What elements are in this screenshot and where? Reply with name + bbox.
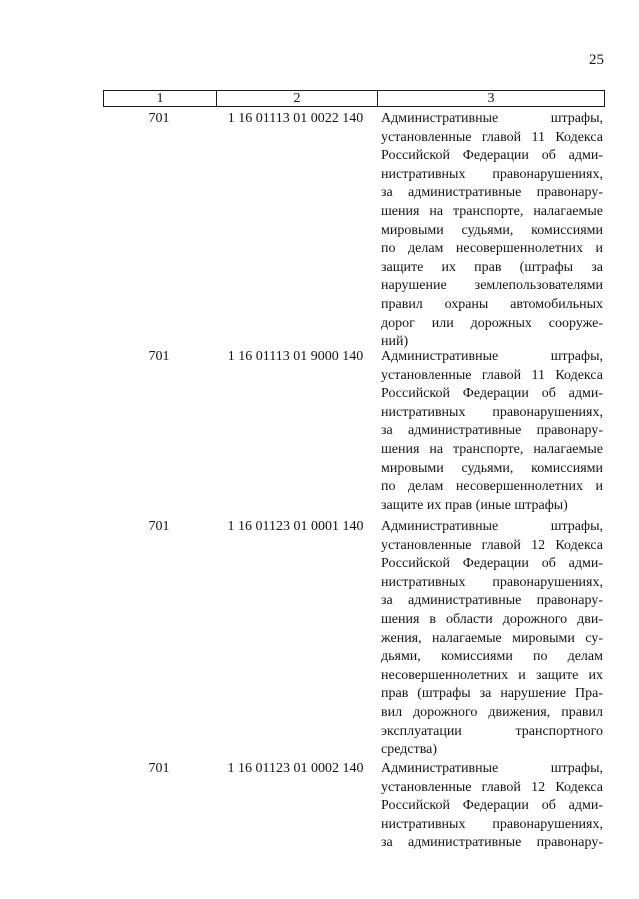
description-line: правил охраны автомобильных [381,296,603,312]
description-line: установленные главой 12 Кодекса [381,779,603,795]
description-line: установленные главой 11 Кодекса [381,367,603,383]
description-line: ний) [381,334,409,350]
description-line: Административные штрафы, [381,761,603,776]
description-line: дьями, комиссиями по делам [381,649,603,665]
admin-code-cell: 701 [148,761,170,776]
description-line: по делам несовершеннолетних и [381,241,603,257]
description-cell [381,348,603,515]
admin-code-cell: 701 [148,111,170,126]
admin-code-cell: 701 [148,519,170,534]
budget-code-cell: 1 16 01113 01 9000 140 [227,349,364,364]
description-line: дорог или дорожных сооруже- [381,315,603,331]
description-line: жения, налагаемые мировыми су- [381,630,603,646]
description-cell [381,518,603,760]
description-line: установленные главой 12 Кодекса [381,537,603,553]
description-line: несовершеннолетних и защите их [381,667,603,683]
description-cell [381,760,603,853]
description-line: вил дорожного движения, правил [381,704,603,720]
description-cell [381,110,603,352]
description-line: Административные штрафы, [381,111,603,126]
description-line: Административные штрафы, [381,349,603,364]
description-line: за административные правонару- [381,423,603,439]
description-line: Российской Федерации об адми- [381,556,603,572]
description-line: за административные правонару- [381,593,603,609]
description-line: Российской Федерации об адми- [381,148,603,164]
description-line: защите их прав (штрафы за [381,259,603,275]
description-line: шения на транспорте, налагаемые [381,441,603,457]
column-header-row [103,90,605,107]
page-number: 25 [589,52,604,68]
description-line: нарушение землепользователями [381,278,603,294]
description-line: шения на транспорте, налагаемые [381,203,603,219]
description-line: установленные главой 11 Кодекса [381,129,603,145]
description-line: прав (штрафы за нарушение Пра- [381,686,603,702]
description-line: мировыми судьями, комиссиями [381,222,603,238]
column-header-1: 1 [156,91,164,106]
description-line: шения в области дорожного дви- [381,611,603,627]
description-line: эксплуатации транспортного [381,723,603,739]
description-line: Российской Федерации об адми- [381,798,603,814]
description-line: нистративных правонарушениях, [381,574,603,590]
column-header-3: 3 [377,91,604,106]
admin-code-cell: 701 [148,349,170,364]
description-line: мировыми судьями, комиссиями [381,460,603,476]
budget-code-cell: 1 16 01123 01 0001 140 [227,519,364,534]
column-header-2: 2 [216,91,377,106]
description-line: нистративных правонарушениях, [381,166,603,182]
description-line: средства) [381,742,437,758]
description-line: защите их прав (иные штрафы) [381,497,568,513]
description-line: Административные штрафы, [381,519,603,534]
description-line: нистративных правонарушениях, [381,816,603,832]
budget-code-cell: 1 16 01113 01 0022 140 [227,111,364,126]
description-line: по делам несовершеннолетних и [381,479,603,495]
description-line: за административные правонару- [381,835,603,851]
description-line: Российской Федерации об адми- [381,386,603,402]
description-line: за административные правонару- [381,185,603,201]
budget-code-cell: 1 16 01123 01 0002 140 [227,761,364,776]
description-line: нистративных правонарушениях, [381,404,603,420]
